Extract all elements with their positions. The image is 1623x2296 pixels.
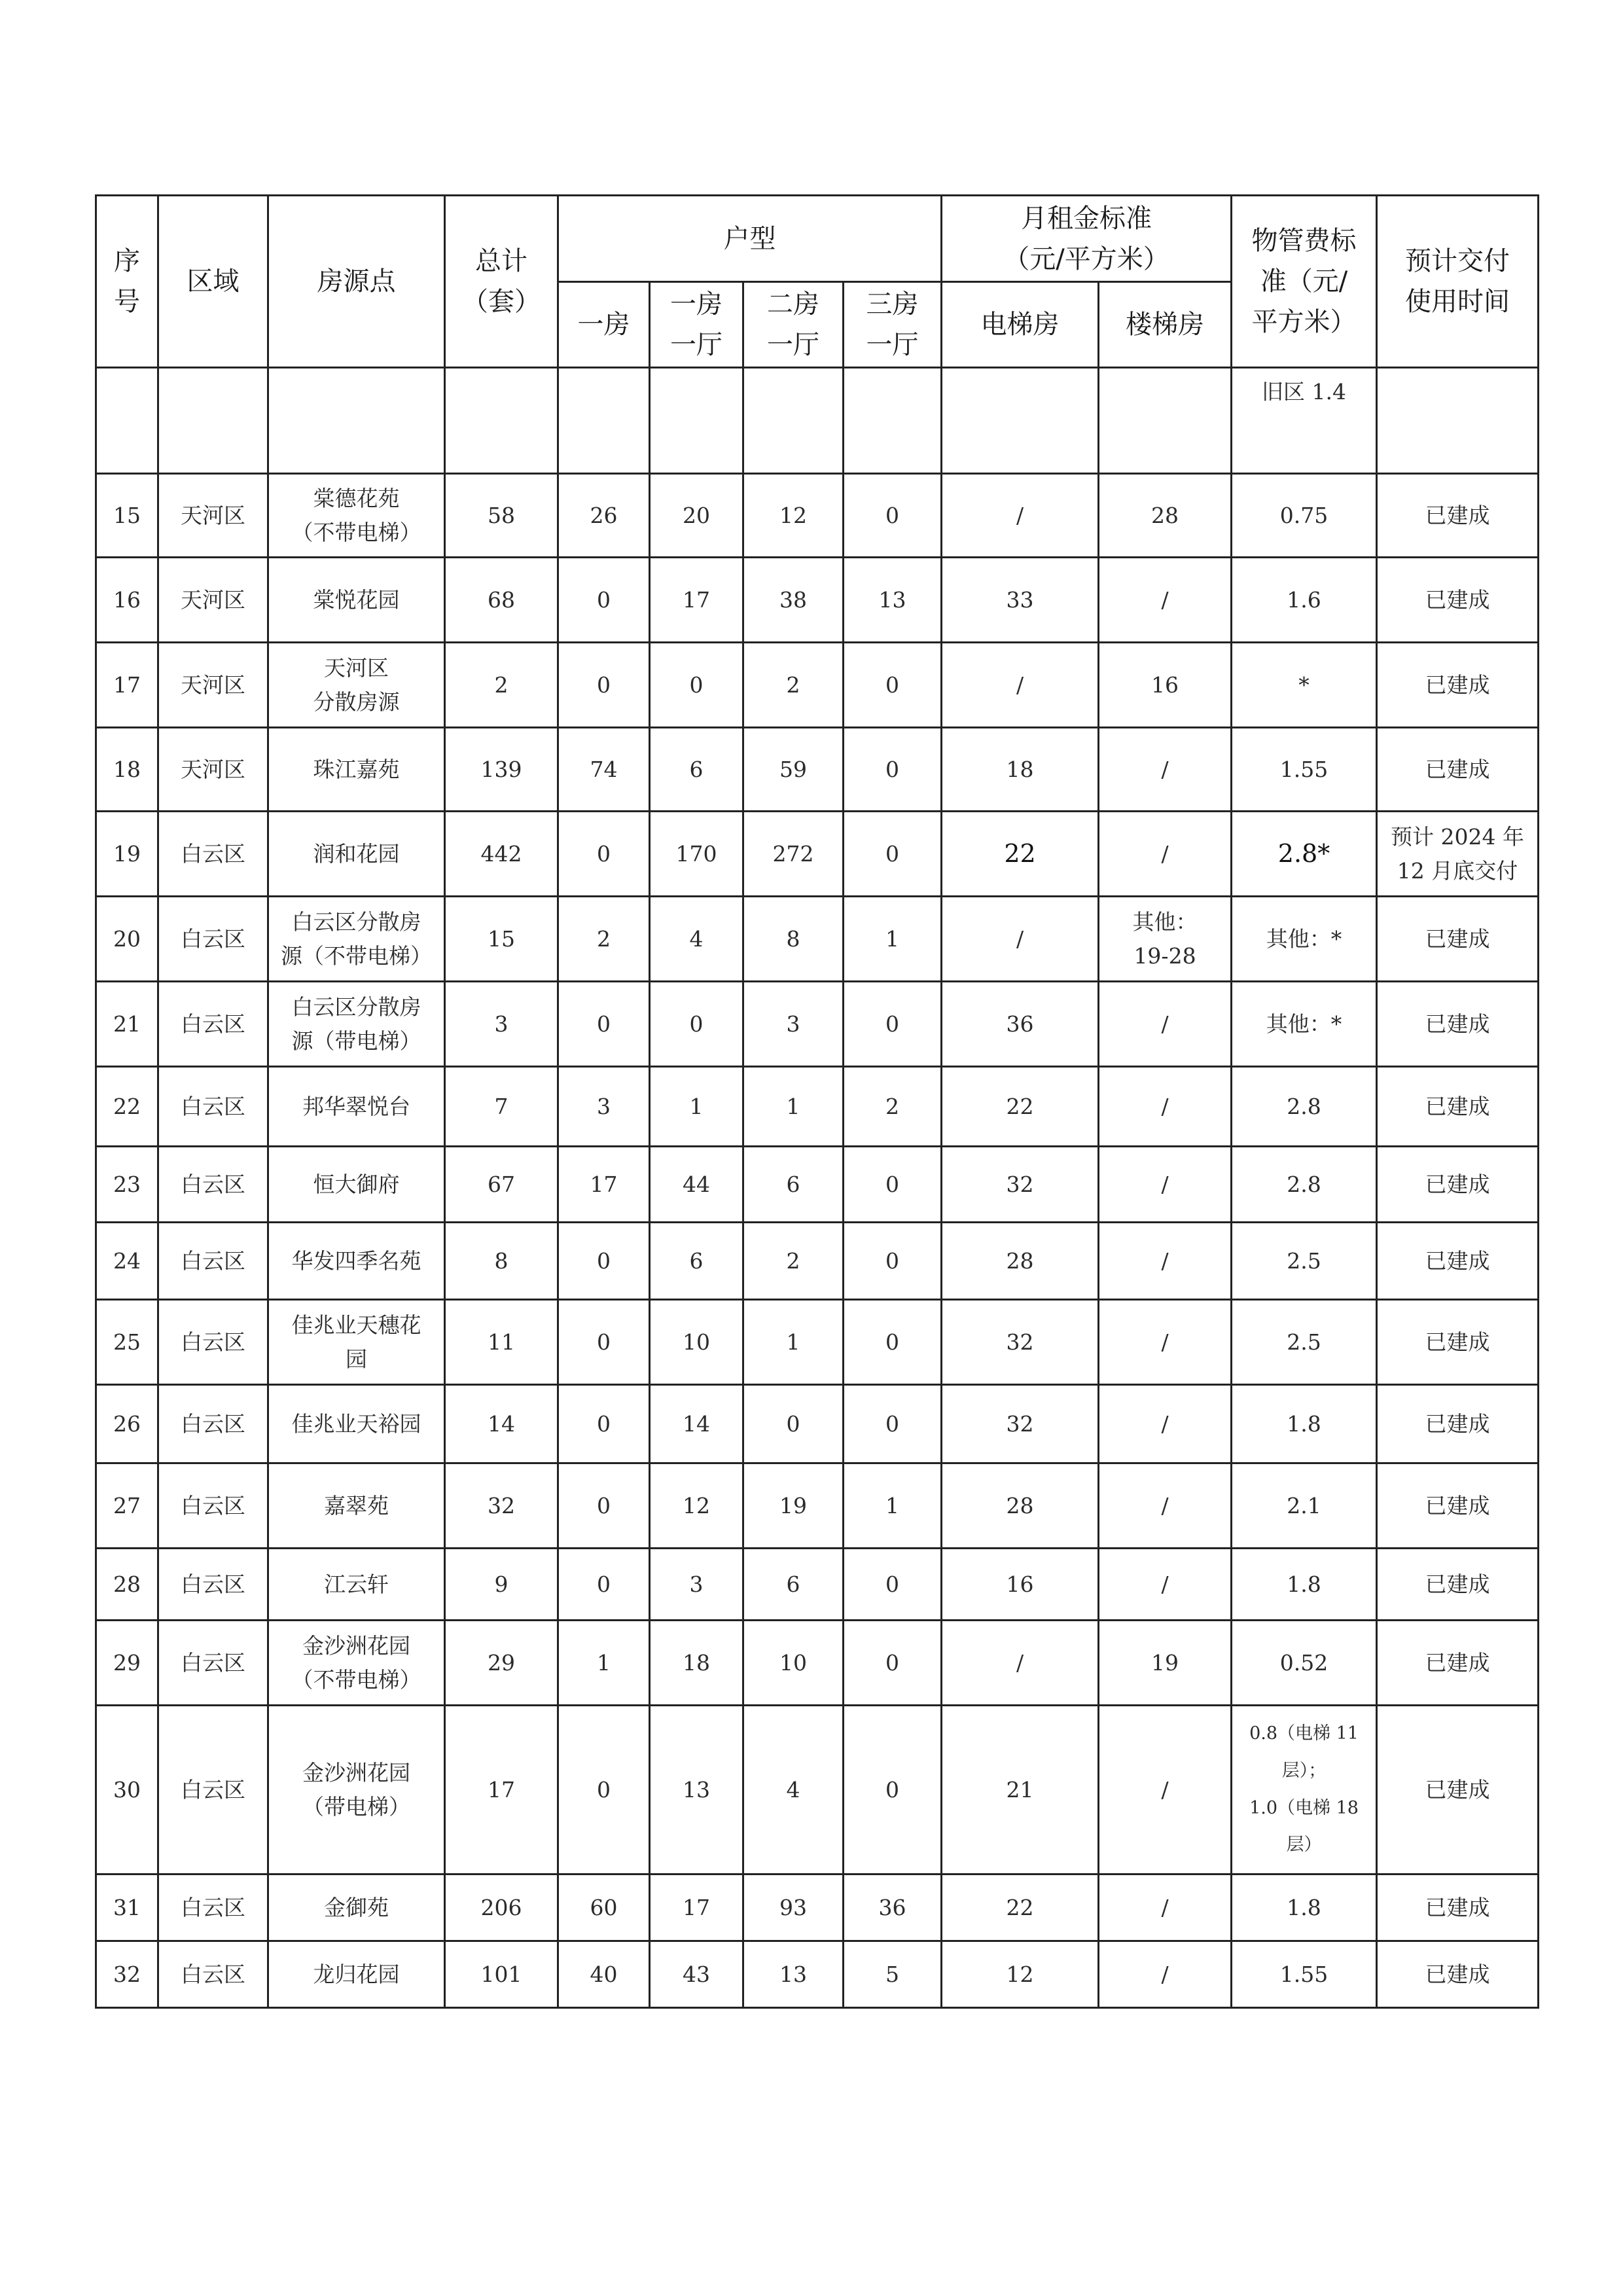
cell-unit-one: 60 [558,1874,650,1941]
cell-unit-one-one: 4 [650,897,743,982]
cell-delivery: 已建成 [1377,558,1539,643]
table-row [96,1147,1539,1223]
cell-unit-three-one: 1 [844,1463,942,1549]
cell-site: 金沙洲花园 （带电梯） [268,1706,445,1874]
cell-fee: 1.55 [1232,1941,1377,2008]
cell-delivery: 已建成 [1377,1463,1539,1549]
cell-rent-stair: 其他： 19-28 [1099,897,1232,982]
cell-rent-stair: / [1099,1463,1232,1549]
cell-seq: 18 [96,728,158,812]
cell-unit-three-one: 0 [844,728,942,812]
cell-delivery: 已建成 [1377,1621,1539,1706]
cell-rent-elevator: 33 [942,558,1099,643]
cell-total [445,368,558,474]
header-rent-stair: 楼梯房 [1099,282,1232,368]
cell-fee: * [1232,643,1377,728]
cell-unit-one: 0 [558,812,650,897]
cell-total: 67 [445,1147,558,1223]
cell-rent-stair: / [1099,1874,1232,1941]
cell-unit-two-one: 1 [743,1067,844,1147]
cell-district: 白云区 [158,1706,268,1874]
cell-unit-one-one: 14 [650,1385,743,1463]
cell-unit-one: 0 [558,643,650,728]
cell-seq: 31 [96,1874,158,1941]
cell-rent-stair: / [1099,1941,1232,2008]
cell-unit-three-one: 0 [844,1300,942,1385]
cell-rent-stair: 28 [1099,474,1232,558]
cell-unit-three-one: 5 [844,1941,942,2008]
cell-rent-stair: / [1099,812,1232,897]
cell-site: 白云区分散房 源（带电梯） [268,982,445,1067]
table-row [96,643,1539,728]
cell-unit-one-one: 17 [650,558,743,643]
cell-rent-stair: / [1099,1067,1232,1147]
cell-rent-stair: / [1099,1300,1232,1385]
cell-delivery: 已建成 [1377,643,1539,728]
cell-delivery: 预计 2024 年 12 月底交付 [1377,812,1539,897]
cell-total: 101 [445,1941,558,2008]
cell-delivery: 已建成 [1377,1067,1539,1147]
cell-rent-stair [1099,368,1232,474]
cell-site: 金沙洲花园 （不带电梯） [268,1621,445,1706]
cell-unit-three-one: 1 [844,897,942,982]
cell-unit-three-one: 0 [844,812,942,897]
cell-unit-one-one: 3 [650,1549,743,1621]
header-rent-elevator: 电梯房 [942,282,1099,368]
cell-unit-one: 26 [558,474,650,558]
table-row [96,982,1539,1067]
cell-unit-one: 0 [558,558,650,643]
cell-seq: 21 [96,982,158,1067]
cell-unit-two-one: 8 [743,897,844,982]
cell-district: 白云区 [158,1223,268,1300]
cell-unit-one: 40 [558,1941,650,2008]
cell-rent-elevator: / [942,474,1099,558]
cell-district: 白云区 [158,1621,268,1706]
cell-district: 天河区 [158,558,268,643]
cell-unit-three-one: 2 [844,1067,942,1147]
table-row [96,1549,1539,1621]
table-row [96,1941,1539,2008]
cell-unit-two-one: 38 [743,558,844,643]
cell-site: 江云轩 [268,1549,445,1621]
cell-rent-stair: 16 [1099,643,1232,728]
cell-total: 7 [445,1067,558,1147]
cell-unit-three-one: 0 [844,1621,942,1706]
cell-fee: 其他：* [1232,982,1377,1067]
cell-district: 白云区 [158,1463,268,1549]
cell-rent-elevator: 32 [942,1385,1099,1463]
cell-unit-one-one [650,368,743,474]
cell-rent-stair: / [1099,1223,1232,1300]
cell-district: 白云区 [158,1941,268,2008]
cell-rent-elevator: 12 [942,1941,1099,2008]
cell-unit-three-one: 0 [844,1706,942,1874]
cell-total: 17 [445,1706,558,1874]
cell-district: 白云区 [158,1549,268,1621]
cell-rent-elevator: / [942,897,1099,982]
cell-unit-one-one: 12 [650,1463,743,1549]
cell-unit-two-one: 1 [743,1300,844,1385]
cell-total: 206 [445,1874,558,1941]
cell-rent-stair: / [1099,558,1232,643]
table-row [96,1223,1539,1300]
cell-fee: 其他：* [1232,897,1377,982]
cell-site: 佳兆业天穗花 园 [268,1300,445,1385]
cell-district: 白云区 [158,1067,268,1147]
cell-unit-two-one: 0 [743,1385,844,1463]
cell-total: 29 [445,1621,558,1706]
cell-unit-one: 3 [558,1067,650,1147]
cell-unit-two-one: 6 [743,1549,844,1621]
cell-district: 白云区 [158,1874,268,1941]
cell-site: 天河区 分散房源 [268,643,445,728]
cell-unit-three-one: 0 [844,1147,942,1223]
cell-district: 白云区 [158,1385,268,1463]
cell-rent-elevator: 22 [942,1874,1099,1941]
cell-delivery: 已建成 [1377,1385,1539,1463]
header-rent: 月租金标准 （元/平方米） [942,196,1232,282]
cell-site: 棠悦花园 [268,558,445,643]
cell-district [158,368,268,474]
cell-unit-one-one: 6 [650,1223,743,1300]
cell-rent-elevator: 32 [942,1147,1099,1223]
cell-site: 棠德花苑 （不带电梯） [268,474,445,558]
cell-delivery: 已建成 [1377,1874,1539,1941]
cell-total: 3 [445,982,558,1067]
cell-rent-stair: / [1099,1385,1232,1463]
cell-fee: 2.8* [1232,812,1377,897]
cell-delivery: 已建成 [1377,728,1539,812]
header-unit-three-one: 三房 一厅 [844,282,942,368]
cell-unit-one [558,368,650,474]
cell-total: 15 [445,897,558,982]
cell-rent-stair: / [1099,1706,1232,1874]
header-unit-one: 一房 [558,282,650,368]
cell-unit-one: 0 [558,1706,650,1874]
continuation-row [96,368,1539,474]
cell-fee: 1.8 [1232,1874,1377,1941]
cell-fee: 2.8 [1232,1067,1377,1147]
cell-fee: 1.6 [1232,558,1377,643]
header-district: 区域 [158,196,268,368]
cell-district: 白云区 [158,1147,268,1223]
cell-unit-one-one: 10 [650,1300,743,1385]
cell-unit-one: 0 [558,1463,650,1549]
table-row [96,812,1539,897]
cell-unit-two-one: 59 [743,728,844,812]
cell-site: 润和花园 [268,812,445,897]
cell-unit-three-one: 0 [844,474,942,558]
cell-fee: 0.8（电梯 11 层）； 1.0（电梯 18 层） [1232,1706,1377,1874]
cell-fee: 2.1 [1232,1463,1377,1549]
cell-site: 华发四季名苑 [268,1223,445,1300]
cell-rent-elevator [942,368,1099,474]
cell-delivery: 已建成 [1377,474,1539,558]
cell-unit-one-one: 0 [650,643,743,728]
cell-site [268,368,445,474]
cell-unit-one: 0 [558,1223,650,1300]
cell-unit-one-one: 44 [650,1147,743,1223]
cell-seq: 30 [96,1706,158,1874]
cell-seq: 27 [96,1463,158,1549]
cell-unit-one-one: 6 [650,728,743,812]
table-row [96,1874,1539,1941]
cell-total: 8 [445,1223,558,1300]
cell-fee: 2.5 [1232,1300,1377,1385]
cell-unit-three-one: 0 [844,1385,942,1463]
cell-unit-two-one: 12 [743,474,844,558]
cell-unit-two-one: 3 [743,982,844,1067]
cell-unit-three-one: 36 [844,1874,942,1941]
cell-unit-three-one [844,368,942,474]
cell-total: 32 [445,1463,558,1549]
cell-seq: 25 [96,1300,158,1385]
cell-unit-three-one: 0 [844,643,942,728]
cell-rent-elevator: 21 [942,1706,1099,1874]
cell-delivery: 已建成 [1377,1147,1539,1223]
cell-unit-one-one: 20 [650,474,743,558]
table-row [96,728,1539,812]
cell-unit-one: 0 [558,1300,650,1385]
cell-site: 佳兆业天裕园 [268,1385,445,1463]
cell-district: 白云区 [158,812,268,897]
cell-district: 白云区 [158,897,268,982]
table-row [96,1621,1539,1706]
cell-delivery: 已建成 [1377,1706,1539,1874]
cell-seq: 15 [96,474,158,558]
cell-site: 白云区分散房 源（不带电梯） [268,897,445,982]
cell-unit-one: 0 [558,982,650,1067]
cell-total: 9 [445,1549,558,1621]
cell-unit-two-one: 93 [743,1874,844,1941]
table-row [96,474,1539,558]
cell-unit-one-one: 43 [650,1941,743,2008]
table-row [96,1463,1539,1549]
table-row [96,1385,1539,1463]
cell-rent-stair: / [1099,1549,1232,1621]
table-row [96,897,1539,982]
cell-unit-three-one: 0 [844,1549,942,1621]
cell-seq: 26 [96,1385,158,1463]
header-fee: 物管费标 准（元/ 平方米） [1232,196,1377,368]
cell-site: 龙归花园 [268,1941,445,2008]
cell-unit-one: 1 [558,1621,650,1706]
header-unit-two-one: 二房 一厅 [743,282,844,368]
cell-unit-one-one: 13 [650,1706,743,1874]
cell-fee: 2.5 [1232,1223,1377,1300]
cell-rent-elevator: 22 [942,1067,1099,1147]
document-page [95,194,1537,2009]
cell-unit-one-one: 1 [650,1067,743,1147]
cell-seq: 19 [96,812,158,897]
cell-rent-elevator: / [942,1621,1099,1706]
cell-fee: 1.55 [1232,728,1377,812]
cell-site: 嘉翠苑 [268,1463,445,1549]
cell-seq: 29 [96,1621,158,1706]
cell-total: 58 [445,474,558,558]
cell-delivery [1377,368,1539,474]
cell-unit-one: 17 [558,1147,650,1223]
cell-seq: 23 [96,1147,158,1223]
cell-delivery: 已建成 [1377,1941,1539,2008]
cell-rent-stair: / [1099,982,1232,1067]
table-header [96,196,1539,368]
cell-rent-elevator: / [942,643,1099,728]
cell-fee: 0.75 [1232,474,1377,558]
cell-delivery: 已建成 [1377,897,1539,982]
cell-district: 天河区 [158,474,268,558]
header-unit-type: 户型 [558,196,942,282]
cell-unit-one-one: 0 [650,982,743,1067]
cell-unit-one: 0 [558,1385,650,1463]
cell-fee: 旧区 1.4 [1232,368,1377,474]
cell-unit-two-one: 19 [743,1463,844,1549]
cell-unit-two-one: 4 [743,1706,844,1874]
cell-seq: 24 [96,1223,158,1300]
header-delivery: 预计交付 使用时间 [1377,196,1539,368]
cell-rent-elevator: 18 [942,728,1099,812]
cell-unit-two-one: 10 [743,1621,844,1706]
table-row [96,558,1539,643]
cell-site: 珠江嘉苑 [268,728,445,812]
cell-rent-elevator: 36 [942,982,1099,1067]
cell-delivery: 已建成 [1377,1223,1539,1300]
cell-unit-one: 74 [558,728,650,812]
cell-rent-elevator: 28 [942,1463,1099,1549]
table-row [96,1706,1539,1874]
header-total: 总计 （套） [445,196,558,368]
cell-rent-stair: / [1099,728,1232,812]
cell-site: 金御苑 [268,1874,445,1941]
cell-unit-one-one: 170 [650,812,743,897]
cell-total: 442 [445,812,558,897]
header-unit-one-one: 一房 一厅 [650,282,743,368]
cell-rent-elevator: 22 [942,812,1099,897]
cell-seq: 28 [96,1549,158,1621]
cell-district: 天河区 [158,643,268,728]
cell-district: 天河区 [158,728,268,812]
cell-unit-three-one: 0 [844,1223,942,1300]
cell-unit-two-one: 6 [743,1147,844,1223]
housing-table [95,194,1539,2009]
table-body [96,368,1539,2008]
cell-total: 14 [445,1385,558,1463]
cell-district: 白云区 [158,982,268,1067]
cell-rent-elevator: 28 [942,1223,1099,1300]
cell-fee: 1.8 [1232,1385,1377,1463]
cell-total: 2 [445,643,558,728]
header-site: 房源点 [268,196,445,368]
cell-unit-two-one [743,368,844,474]
cell-seq: 20 [96,897,158,982]
cell-unit-one: 0 [558,1549,650,1621]
table-row [96,1067,1539,1147]
cell-seq: 16 [96,558,158,643]
cell-seq [96,368,158,474]
cell-seq: 22 [96,1067,158,1147]
cell-unit-two-one: 13 [743,1941,844,2008]
cell-site: 恒大御府 [268,1147,445,1223]
cell-unit-two-one: 272 [743,812,844,897]
cell-fee: 0.52 [1232,1621,1377,1706]
cell-rent-stair: / [1099,1147,1232,1223]
cell-total: 11 [445,1300,558,1385]
cell-unit-three-one: 0 [844,982,942,1067]
cell-delivery: 已建成 [1377,982,1539,1067]
cell-seq: 32 [96,1941,158,2008]
table-row [96,1300,1539,1385]
cell-unit-two-one: 2 [743,1223,844,1300]
cell-rent-stair: 19 [1099,1621,1232,1706]
cell-rent-elevator: 32 [942,1300,1099,1385]
cell-unit-two-one: 2 [743,643,844,728]
cell-unit-one: 2 [558,897,650,982]
cell-unit-one-one: 18 [650,1621,743,1706]
header-seq: 序 号 [96,196,158,368]
cell-delivery: 已建成 [1377,1300,1539,1385]
cell-district: 白云区 [158,1300,268,1385]
cell-unit-three-one: 13 [844,558,942,643]
cell-rent-elevator: 16 [942,1549,1099,1621]
cell-fee: 1.8 [1232,1549,1377,1621]
cell-unit-one-one: 17 [650,1874,743,1941]
cell-fee: 2.8 [1232,1147,1377,1223]
cell-total: 139 [445,728,558,812]
cell-seq: 17 [96,643,158,728]
cell-total: 68 [445,558,558,643]
cell-delivery: 已建成 [1377,1549,1539,1621]
cell-site: 邦华翠悦台 [268,1067,445,1147]
